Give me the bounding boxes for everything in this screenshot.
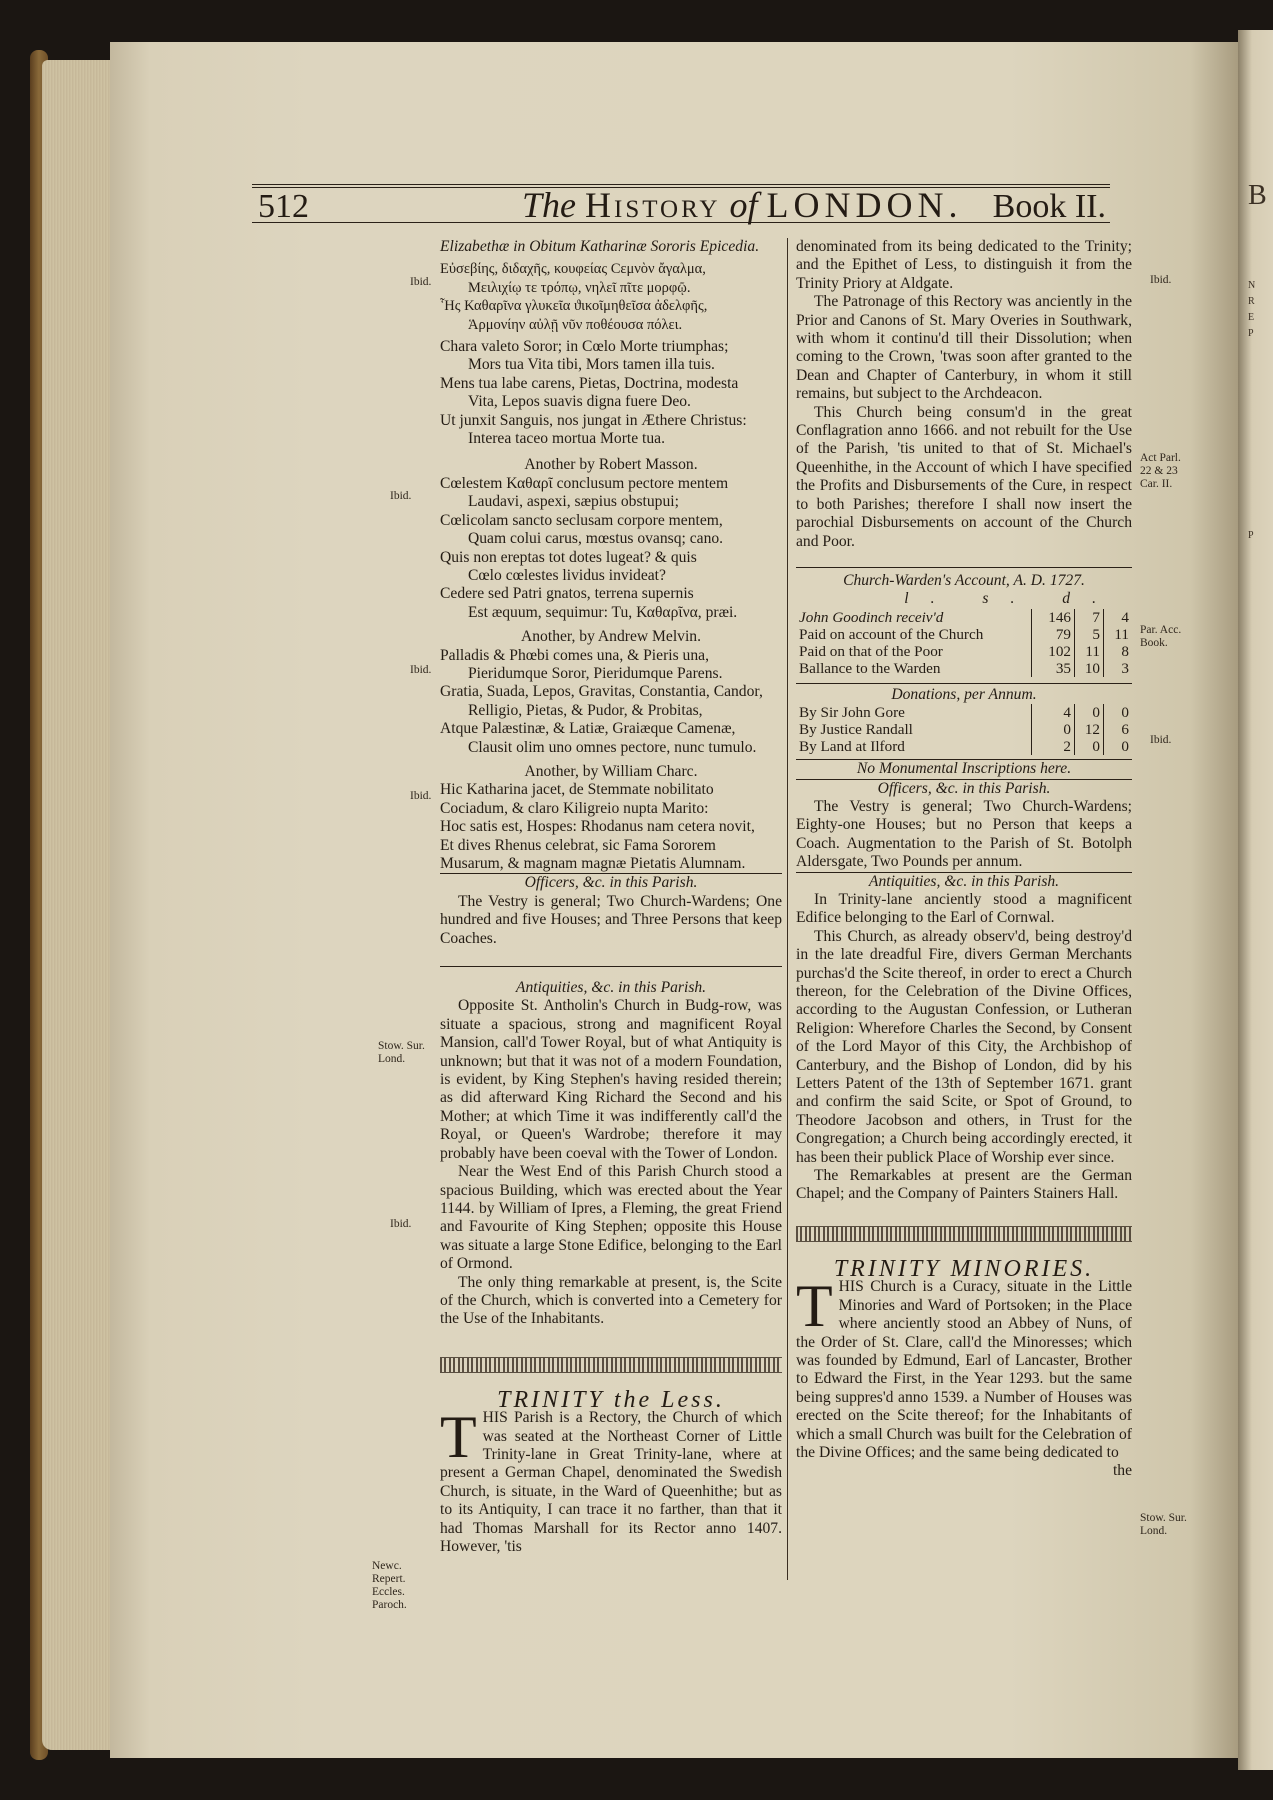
paragraph: Opposite St. Antholin's Church in Budg-row, was situate a spacious, strong and magnificent Royal Mansion, call'd Tower Royal, but of what Antiquity is unknown; but that it was not of a modern Foundation, is evident, by King Stephen's having resided therein; as did afterward King Richard the Second and his Mother; at which Time it was indifferently call'd the Royal, or Queen's Wardrobe; therefore it may probably have been coeval with the Tower of London. bbox=[440, 997, 782, 1162]
right-column bbox=[796, 238, 1132, 1481]
paragraph: The Patronage of this Rectory was anciently in the Prior and Canons of St. Mary Overies in Southwark, with whom it continu'd till their Dissolution; when coming to the Crown, 'twas soon after granted to the Dean and Chapter of Canterbury, in whom it still remains, but subject to the Archdeacon. bbox=[796, 293, 1132, 403]
section-heading: Antiquities, &c. in this Parish. bbox=[868, 872, 1060, 890]
paragraph: denominated from its being dedicated to the Trinity; and the Epithet of Less, to distinguish it from the Trinity Priory at Aldgate. bbox=[796, 238, 1132, 292]
facing-page-letter: N bbox=[1248, 280, 1256, 291]
verse-line: Palladis & Phœbi comes una, & Pieris una, bbox=[440, 646, 709, 664]
facing-page-letter: P bbox=[1248, 328, 1254, 339]
paragraph: The Vestry is general; Two Church-Wardens; One hundred and five Houses; and Three Persons that keep Coaches. bbox=[440, 892, 782, 947]
pence: 8 bbox=[1104, 643, 1133, 660]
section-title: TRINITY MINORIES. bbox=[833, 1255, 1095, 1282]
verse-line: Est æquum, sequimur: Tu, Καθαρῖνα, præi. bbox=[468, 603, 738, 621]
margin-note: Ibid. bbox=[410, 790, 432, 802]
account-label: Ballance to the Warden bbox=[799, 659, 941, 677]
pence: 11 bbox=[1104, 626, 1133, 643]
running-header bbox=[252, 130, 1110, 226]
verse-line: Hoc satis est, Hospes: Rhodanus nam cetera novit, bbox=[440, 818, 755, 836]
pounds: 102 bbox=[1032, 643, 1075, 660]
section-rule bbox=[440, 966, 782, 967]
paragraph-with-dropcap bbox=[796, 1273, 1132, 1462]
paragraph: HIS Church is a Curacy, situate in the Little Minories and Ward of Portsoken; in the Place where anciently stood an Abbey of Nuns, of the Order of St. Clare, call'd the Minoresses; which was founded by Edmund, Earl of Lancaster, Brother to Edward the First, in the Year 1293. but the same being suppres'd anno 1539. a Number of Houses was erected on the Scite thereof; for the Inhabitants of which a small Church was built for the Celebration of the Divine Offices; and the same being dedicated to bbox=[796, 1278, 1132, 1461]
latin-verse bbox=[440, 647, 782, 757]
verse-line: Gratia, Suada, Lepos, Gravitas, Constantia, Candor, bbox=[440, 683, 763, 701]
paragraph: Near the West End of this Parish Church stood a spacious Building, which was erected about the Year 1144. by William of Ipres, a Fleming, the great Friend and Favourite of King Stephen; opposite this House was situate a large Stone Edifice, belonging to the Earl of Ormond. bbox=[440, 1163, 782, 1273]
table-row bbox=[796, 738, 1132, 755]
paragraph: In Trinity-lane anciently stood a magnificent Edifice belonging to the Earl of Cornwal. bbox=[796, 890, 1132, 927]
donation-label: By Land at Ilford bbox=[799, 738, 905, 756]
verse-line: Cedere sed Patri gnatos, terrena supernis bbox=[440, 585, 694, 603]
facing-page-letter: E bbox=[1248, 312, 1255, 323]
page-edges bbox=[42, 60, 116, 1750]
donation-label: By Sir John Gore bbox=[799, 704, 905, 722]
paragraph: The Vestry is general; Two Church-Wardens; Eighty-one Houses; but no Person that keeps a Coach. Augmentation to the Parish of St. Botolph Aldersgate, Two Pounds per annum. bbox=[796, 797, 1132, 871]
facing-page-letter: R bbox=[1248, 296, 1255, 307]
verse-line: Chara valeto Soror; in Cœlo Morte triumphas; bbox=[440, 338, 729, 356]
margin-note: Ibid. bbox=[410, 664, 432, 676]
paragraph: HIS Parish is a Rectory, the Church of which was seated at the Northeast Corner of Little Trinity-lane in Great Trinity-lane, where at present a German Chapel, denominated the Swedish Church, is situate, in the Ward of Queenhithe; but as to its Antiquity, I can trace it no farther, than that it had Thomas Marshall for its Rector anno 1407. However, 'tis bbox=[440, 1409, 782, 1555]
lsd-header: l. s. d. bbox=[904, 590, 1118, 608]
latin-verse bbox=[440, 781, 782, 873]
verse-line: Εὐσεβίης, διδαχῆς, κουφείας Ϲεμνὸν ἄγαλμα, bbox=[440, 261, 706, 278]
table-row bbox=[796, 626, 1132, 643]
shillings: 0 bbox=[1075, 738, 1104, 755]
table-row bbox=[796, 721, 1132, 738]
church-warden-account bbox=[796, 567, 1132, 760]
verse-line: Μειλιχίῳ τε τρόπῳ, νηλεῖ πῖτε μορφῷ. bbox=[468, 279, 691, 296]
verse-line: Cœlicolam sancto seclusam corpore mentem, bbox=[440, 511, 723, 529]
latin-verse bbox=[440, 338, 782, 448]
catchword: the bbox=[1112, 1462, 1132, 1480]
paragraph: The Remarkables at present are the German Chapel; and the Company of Painters Stainers Hall. bbox=[796, 1167, 1132, 1203]
facing-page-edge bbox=[1238, 30, 1273, 1770]
running-title bbox=[522, 184, 962, 226]
facing-page-letter: P bbox=[1248, 530, 1254, 541]
pence: 0 bbox=[1104, 704, 1133, 721]
verse-line: Mens tua labe carens, Pietas, Doctrina, modesta bbox=[440, 374, 739, 392]
margin-note: Ibid. bbox=[1150, 734, 1172, 746]
account-title: Church-Warden's Account, A. D. 1727. bbox=[843, 571, 1085, 589]
shillings: 7 bbox=[1075, 609, 1104, 626]
donation-label: By Justice Randall bbox=[799, 721, 913, 739]
left-column bbox=[440, 238, 782, 1556]
shillings: 5 bbox=[1075, 626, 1104, 643]
drop-cap: T bbox=[796, 1273, 833, 1340]
account-label: John Goodinch receiv'd bbox=[799, 608, 944, 626]
latin-verse bbox=[440, 475, 782, 622]
verse-title: Another by Robert Masson. bbox=[524, 456, 698, 474]
margin-note: Act Parl. 22 & 23 Car. II. bbox=[1140, 452, 1181, 490]
section-heading: Officers, &c. in this Parish. bbox=[877, 779, 1051, 797]
account-table bbox=[796, 609, 1132, 677]
verse-line: Interea taceo mortua Morte tua. bbox=[468, 430, 665, 448]
section-heading: Antiquities, &c. in this Parish. bbox=[515, 979, 707, 997]
pence: 4 bbox=[1104, 609, 1133, 626]
verse-line: Cœlestem Καθαρῖ conclusum pectore mentem bbox=[440, 474, 729, 492]
margin-note: Ibid. bbox=[1150, 274, 1172, 286]
margin-note: Ibid. bbox=[390, 490, 412, 502]
greek-verse bbox=[440, 260, 782, 334]
margin-note: Ibid. bbox=[390, 1218, 412, 1230]
verse-line: Pieridumque Soror, Pieridumque Parens. bbox=[468, 664, 723, 682]
section-heading: No Monumental Inscriptions here. bbox=[856, 760, 1072, 778]
table-row bbox=[796, 660, 1132, 677]
margin-note: Ibid. bbox=[410, 276, 432, 288]
pounds: 146 bbox=[1032, 609, 1075, 626]
pence: 6 bbox=[1104, 721, 1133, 738]
verse-line: Musarum, & magnam magnæ Pietatis Alumnam. bbox=[440, 855, 746, 872]
verse-line: Ἁρμονίην αὐλῇ νῦν ποθέουσα πόλει. bbox=[468, 316, 683, 333]
verse-line: Quis non ereptas tot dotes lugeat? & quis bbox=[440, 548, 697, 566]
ornamental-border bbox=[796, 1226, 1132, 1242]
pounds: 2 bbox=[1032, 738, 1075, 755]
shillings: 12 bbox=[1075, 721, 1104, 738]
verse-title: Elizabethæ in Obitum Katharinæ Sororis Epicedia. bbox=[440, 238, 760, 255]
book-label: Book II. bbox=[992, 188, 1106, 225]
ornamental-border bbox=[440, 1357, 782, 1373]
section-heading: Officers, &c. in this Parish. bbox=[524, 874, 698, 892]
table-row bbox=[796, 609, 1132, 626]
table-rule bbox=[796, 683, 1132, 684]
verse-line: Ut junxit Sanguis, nos jungat in Æthere Christus: bbox=[440, 411, 747, 429]
verse-line: Cociadum, & claro Kiligreio nupta Marito: bbox=[440, 799, 709, 817]
shillings: 11 bbox=[1075, 643, 1104, 660]
paragraph: This Church, as already observ'd, being destroy'd in the late dreadful Fire, divers German Merchants purchas'd the Scite thereof, in order to erect a Church thereon, for the Celebration of the Divine Offices, according to the Augustan Confession, or Lutheran Religion: Wherefore Charles the Second, by Consent of the Lord Mayor of this City, the Archbishop of Canterbury, and the Bishop of London, did by his Letters Patent of the 13th of September 1671. grant and confirm the said Scite, or Spot of Ground, to Theodore Jacobson and others, in Trust for the Congregation; a Church being accordingly erected, it has been their publick Place of Worship ever since. bbox=[796, 927, 1132, 1166]
shillings: 0 bbox=[1075, 704, 1104, 721]
title-london: LONDON. bbox=[766, 185, 963, 225]
verse-line: Mors tua Vita tibi, Mors tamen illa tuis. bbox=[468, 356, 715, 374]
verse-line: Quam colui carus, mœstus ovansq; cano. bbox=[468, 530, 724, 548]
paragraph-with-dropcap bbox=[440, 1404, 782, 1556]
donations-title: Donations, per Annum. bbox=[891, 685, 1037, 703]
margin-note: Newc. Repert. Eccles. Paroch. bbox=[372, 1560, 407, 1611]
pence: 0 bbox=[1104, 738, 1133, 755]
verse-line: Laudavi, aspexi, sæpius obstupui; bbox=[468, 493, 679, 511]
pence: 3 bbox=[1104, 660, 1133, 677]
table-row bbox=[796, 643, 1132, 660]
table-row bbox=[796, 704, 1132, 721]
verse-line: Cœlo cœlestes lividus invideat? bbox=[468, 566, 666, 584]
account-label: Paid on that of the Poor bbox=[799, 642, 943, 660]
facing-page-letter: B bbox=[1248, 180, 1267, 211]
pounds: 4 bbox=[1032, 704, 1075, 721]
paragraph: This Church being consum'd in the great Conflagration anno 1666. and not rebuilt for the Use of the Parish, 'tis united to that of St. Michael's Queenhithe, in the Account of which I have specified the Profits and Disbursements of the Cure, in respect to both Parishes; therefore I shall now insert the parochial Disbursements on account of the Church and Poor. bbox=[796, 403, 1132, 550]
section-title: TRINITY the Less. bbox=[497, 1386, 725, 1413]
verse-title: Another, by Andrew Melvin. bbox=[521, 628, 701, 646]
verse-line: Hic Katharina jacet, de Stemmate nobilitato bbox=[440, 781, 714, 799]
verse-line: Ἧς Καθαρῖνα γλυκεῖα ϑικοῖμηθεῖσα ἀδελφῆς, bbox=[440, 298, 708, 315]
drop-cap: T bbox=[440, 1404, 477, 1471]
account-label: Paid on account of the Church bbox=[799, 625, 984, 643]
donations-table bbox=[796, 704, 1132, 755]
verse-line: Vita, Lepos suavis digna fuere Deo. bbox=[468, 393, 691, 411]
page-number: 512 bbox=[258, 188, 309, 225]
title-history: History bbox=[585, 185, 721, 225]
pounds: 35 bbox=[1032, 660, 1075, 677]
margin-note: Stow. Sur. Lond. bbox=[1140, 1512, 1187, 1537]
title-of: of bbox=[729, 185, 758, 225]
pounds: 0 bbox=[1032, 721, 1075, 738]
verse-line: Clausit olim uno omnes pectore, nunc tumulo. bbox=[468, 738, 757, 756]
title-the: The bbox=[522, 185, 576, 225]
verse-title: Another, by William Charc. bbox=[524, 762, 698, 780]
verse-line: Relligio, Pietas, & Pudor, & Probitas, bbox=[468, 701, 703, 719]
margin-note: Stow. Sur. Lond. bbox=[378, 1040, 425, 1065]
verse-line: Atque Palæstinæ, & Latiæ, Graiæque Camenæ, bbox=[440, 720, 736, 738]
paragraph: The only thing remarkable at present, is, the Scite of the Church, which is converted into a Cemetery for the Use of the Inhabitants. bbox=[440, 1273, 782, 1328]
margin-note: Par. Acc. Book. bbox=[1140, 624, 1182, 649]
shillings: 10 bbox=[1075, 660, 1104, 677]
pounds: 79 bbox=[1032, 626, 1075, 643]
column-divider bbox=[787, 238, 788, 1580]
verse-line: Et dives Rhenus celebrat, sic Fama Sororem bbox=[440, 836, 716, 854]
